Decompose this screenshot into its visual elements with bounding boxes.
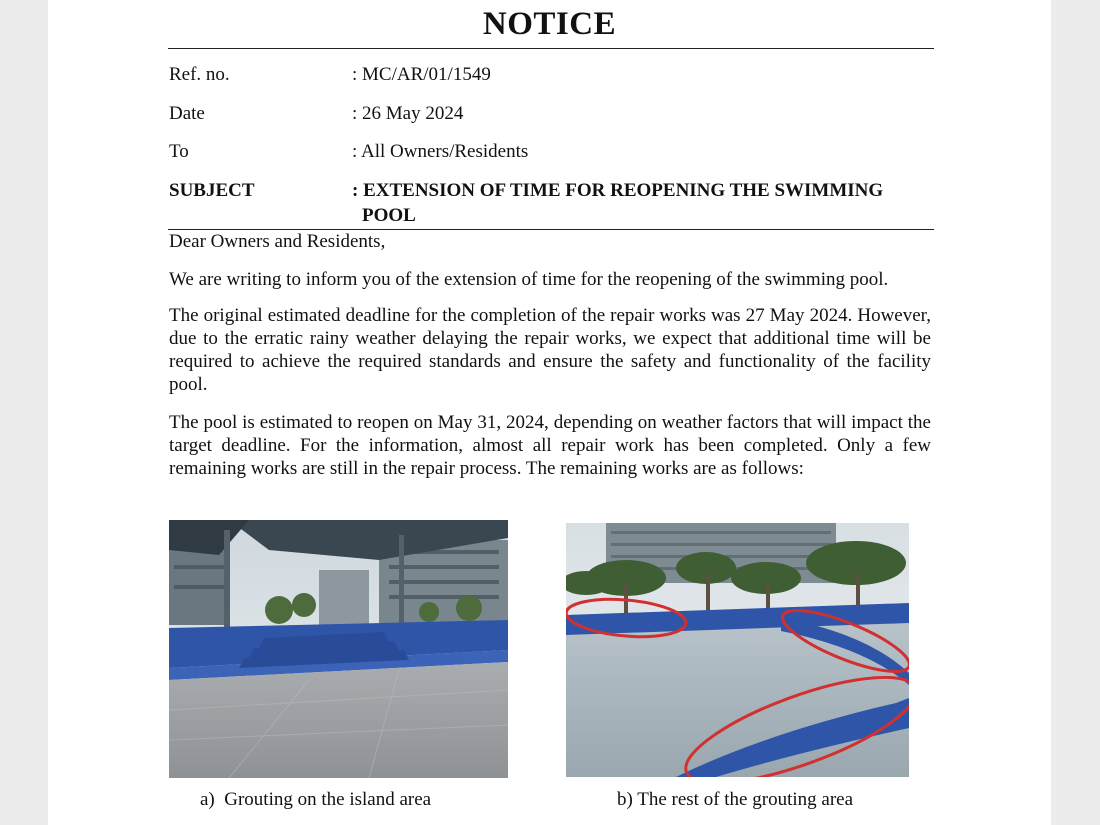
to-label: To [169, 141, 189, 162]
subject-label: SUBJECT [169, 180, 255, 201]
subject-line1: : EXTENSION OF TIME FOR REOPENING THE SWIMMING [352, 180, 884, 201]
paragraph-deadline: The original estimated deadline for the completion of the repair works was 27 May 2024. However, due to the erratic rainy weather delaying the repair works, we expect that additional time will be required to achieve the required standards and ensure the safety and functionality of the facility pool. [169, 305, 931, 395]
paragraph-intro: We are writing to inform you of the extension of time for the reopening of the swimming pool. [169, 269, 889, 290]
ref-value: : MC/AR/01/1549 [352, 64, 491, 85]
date-label: Date [169, 103, 205, 124]
subject-line2: POOL [362, 205, 416, 226]
subject-rule [168, 229, 934, 230]
salutation: Dear Owners and Residents, [169, 231, 386, 252]
paragraph-reopen: The pool is estimated to reopen on May 31, 2024, depending on weather factors that will impact the target deadline. For the information, almost all repair work has been completed. Only a few remaining works are still in the repair process. The remaining works are as follows: [169, 412, 931, 479]
pool-island-photo [169, 520, 508, 778]
ref-label: Ref. no. [169, 64, 230, 85]
notice-page [48, 0, 1051, 825]
date-value: : 26 May 2024 [352, 103, 464, 124]
caption-a: a) Grouting on the island area [200, 789, 432, 810]
caption-b: b) The rest of the grouting area [617, 789, 854, 810]
pool-grouting-photo [566, 523, 909, 777]
title-rule [168, 48, 934, 49]
notice-title: NOTICE [482, 6, 617, 42]
to-value: : All Owners/Residents [352, 141, 529, 162]
